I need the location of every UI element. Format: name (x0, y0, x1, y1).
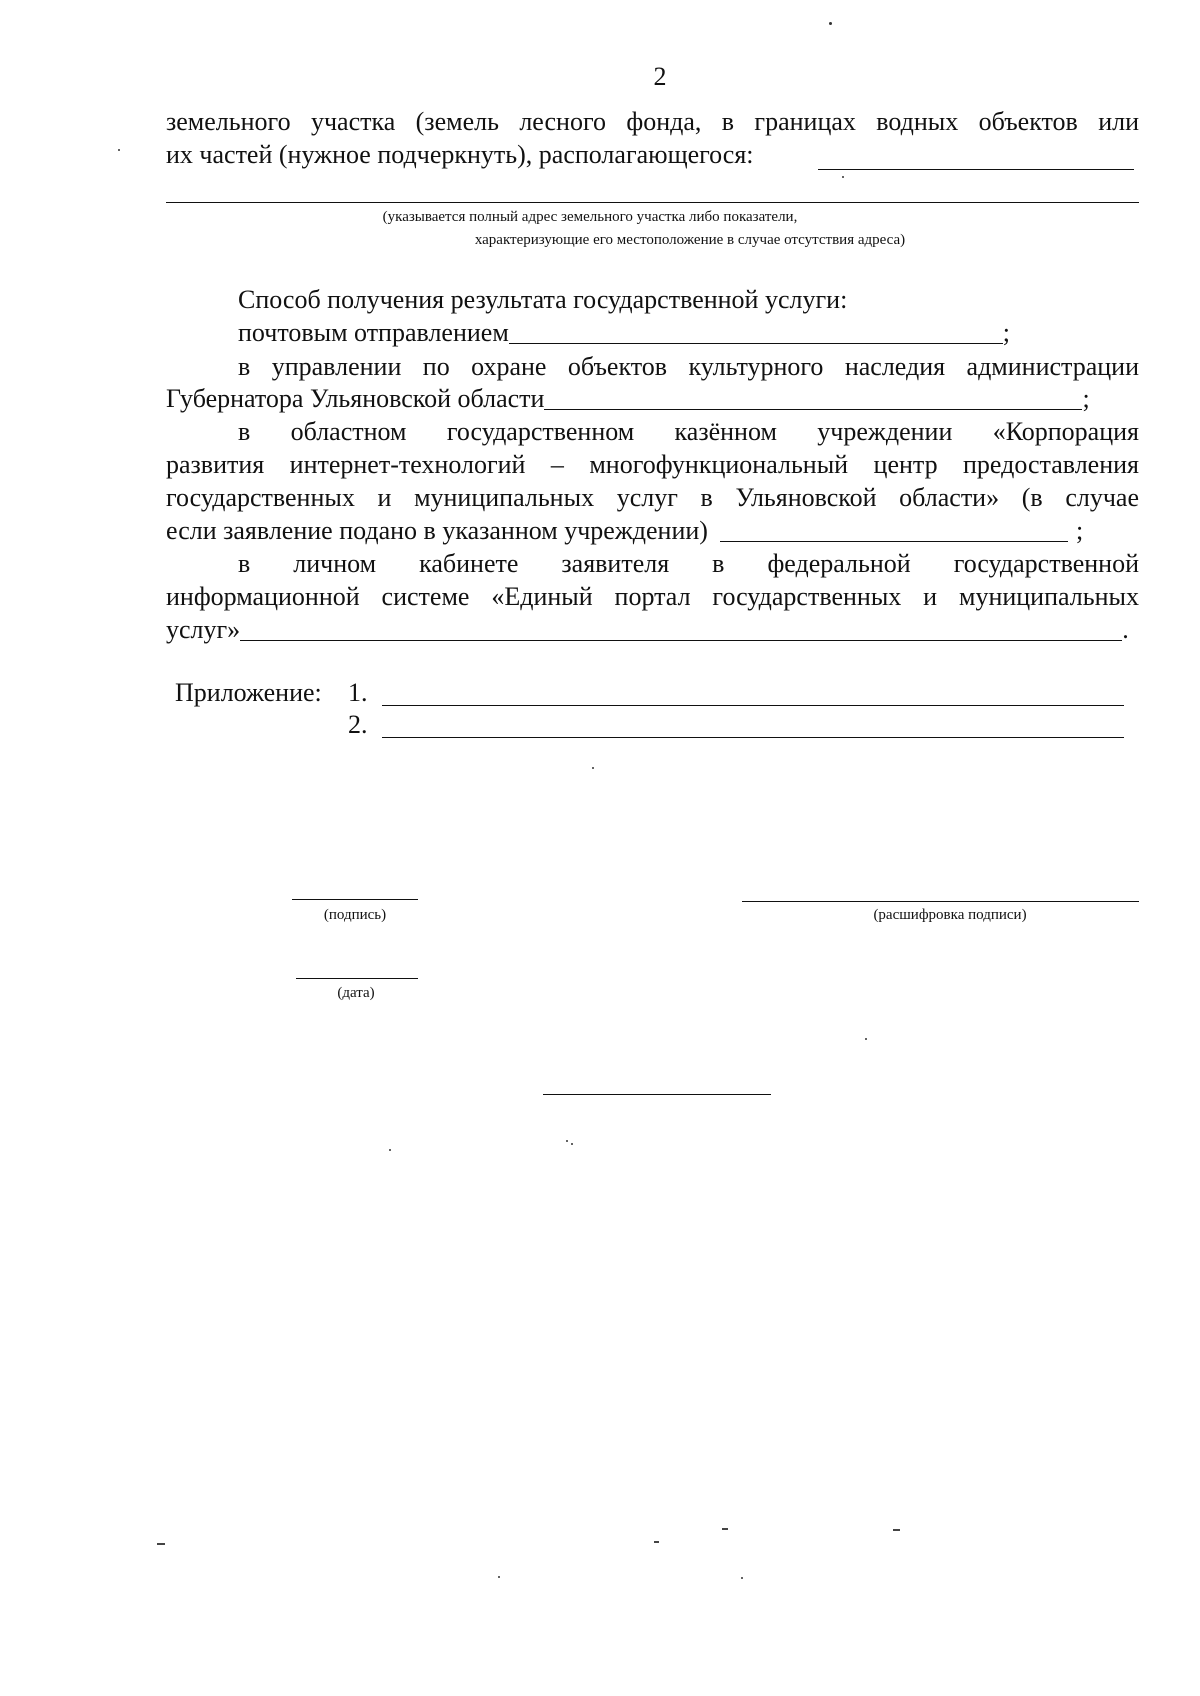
option-mfc-line-1: в областном государственном казённом учреждении «Корпорация (238, 417, 1139, 446)
option-office-line-1: в управлении по охране объектов культурного наследия администрации (238, 352, 1139, 381)
scan-speck (829, 22, 832, 25)
scan-dash (654, 1541, 659, 1543)
option-mfc-line-2: развития интернет-технологий – многофункциональный центр предоставления (166, 450, 1139, 479)
attachment-1-blank[interactable] (382, 705, 1124, 706)
attachments-label: Приложение: (175, 678, 322, 707)
option-office-end: ; (1082, 384, 1090, 413)
signature-decode-caption: (расшифровка подписи) (873, 907, 1027, 923)
date-caption: (дата) (337, 985, 375, 1001)
location-blank-1[interactable] (818, 169, 1134, 170)
option-office-line-2 (166, 384, 1090, 414)
location-blank-2[interactable] (166, 202, 1139, 203)
page-number: 2 (653, 62, 667, 91)
option-portal-end: . (1122, 615, 1129, 644)
delivery-heading: Способ получения результата государственной услуги: (238, 285, 848, 314)
option-mfc-blank[interactable] (720, 519, 1068, 542)
scan-speck (571, 1143, 573, 1145)
scan-speck (389, 1149, 391, 1151)
scan-speck (566, 1140, 568, 1142)
option-office-label: Губернатора Ульяновской области (166, 384, 545, 413)
scan-speck (842, 176, 844, 178)
option-post (238, 318, 1010, 348)
intro-line-2: их частей (нужное подчеркнуть), располагающегося: (166, 140, 754, 169)
address-hint-line-1: (указывается полный адрес земельного участка либо показатели, (382, 209, 798, 225)
option-portal-line-3 (166, 615, 1129, 645)
scan-speck (865, 1038, 867, 1040)
attachment-1-number: 1. (348, 678, 368, 707)
scan-speck (498, 1576, 500, 1578)
signature-decode-line[interactable] (742, 901, 1139, 902)
option-post-label: почтовым отправлением (238, 318, 509, 347)
attachment-2-number: 2. (348, 710, 368, 739)
option-mfc-line-4 (166, 516, 1083, 546)
option-portal-line-2: информационной системе «Единый портал государственных и муниципальных (166, 582, 1139, 611)
signature-caption: (подпись) (323, 907, 387, 923)
scan-dash (722, 1528, 728, 1530)
option-mfc-line-3: государственных и муниципальных услуг в Ульяновской области» (в случае (166, 483, 1139, 512)
scan-dash (893, 1529, 900, 1531)
document-end-separator (543, 1094, 771, 1095)
option-portal-label: услуг» (166, 615, 241, 644)
scan-dash (157, 1543, 165, 1545)
date-line[interactable] (296, 978, 418, 979)
option-mfc-label: если заявление подано в указанном учреждении) (166, 516, 708, 545)
scan-speck (741, 1577, 743, 1579)
option-post-end: ; (1002, 318, 1011, 347)
signature-line[interactable] (292, 899, 418, 900)
intro-line-1: земельного участка (земель лесного фонда, в границах водных объектов или (166, 107, 1139, 136)
option-portal-blank[interactable] (240, 618, 1122, 641)
attachment-2-blank[interactable] (382, 737, 1124, 738)
option-portal-line-1: в личном кабинете заявителя в федеральной государственной (238, 549, 1139, 578)
option-office-blank[interactable] (544, 387, 1082, 410)
scan-speck (118, 149, 120, 151)
option-mfc-end: ; (1075, 516, 1084, 545)
address-hint-line-2: характеризующие его местоположение в случае отсутствия адреса) (474, 232, 906, 248)
scan-speck (592, 767, 594, 769)
option-post-blank[interactable] (509, 321, 1003, 344)
